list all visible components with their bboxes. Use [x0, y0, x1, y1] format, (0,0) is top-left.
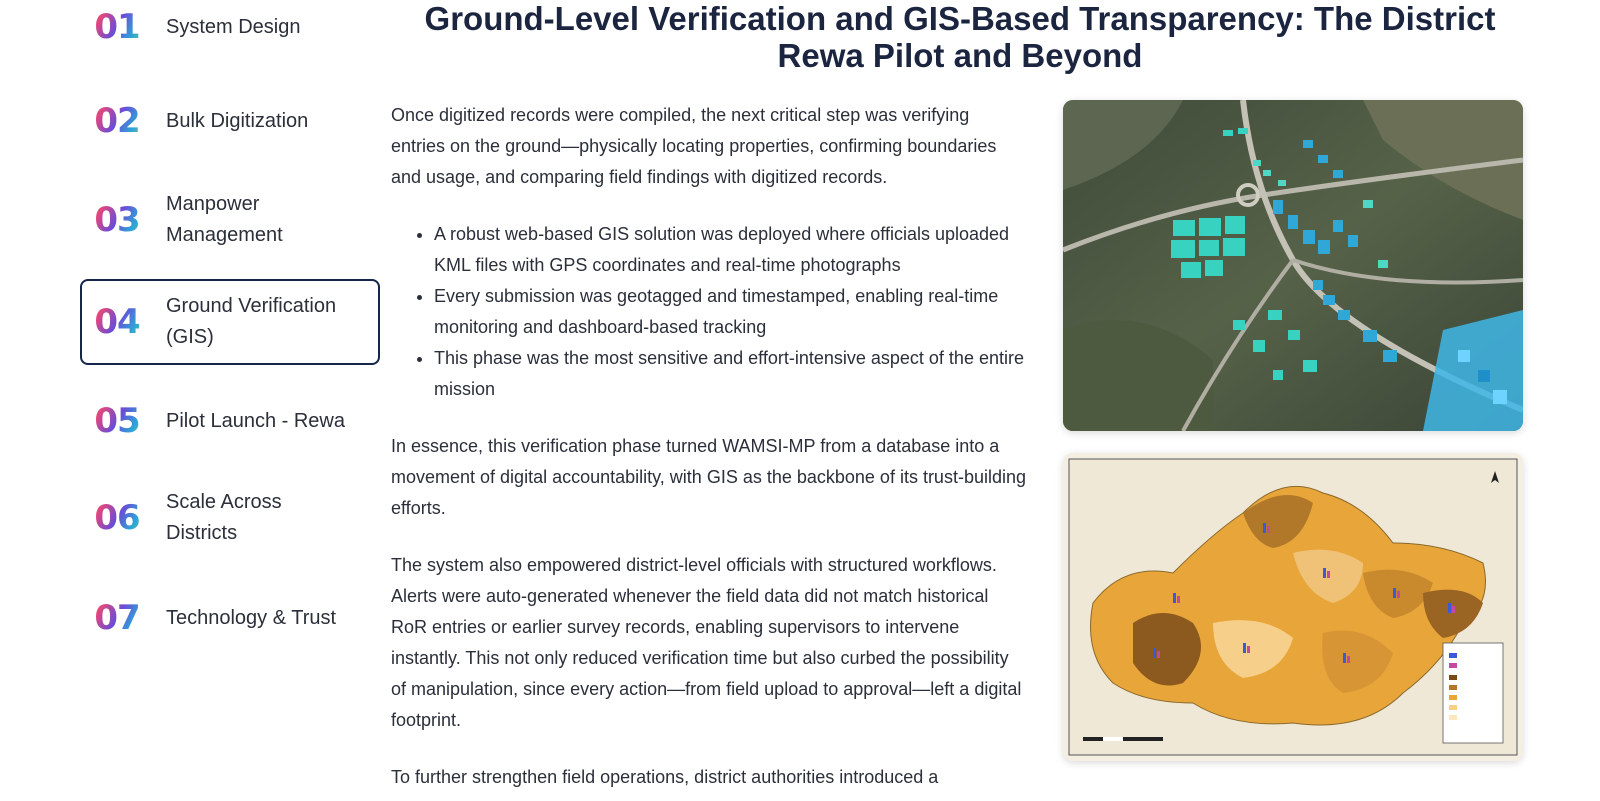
- sidebar-step-01[interactable]: [80, 4, 380, 50]
- bullet-item: • Every submission was geotagged and timestamped, enabling real-time monitoring and dashboard-based tracking: [434, 281, 1027, 343]
- step-label: Scale Across Districts: [166, 491, 282, 544]
- aerial-photo-graphic: [1063, 100, 1523, 431]
- step-number: 03: [82, 200, 152, 240]
- district-map-image: [1063, 453, 1523, 761]
- sidebar-step-07[interactable]: [80, 593, 380, 643]
- intro-paragraph: Once digitized records were compiled, the next critical step was verifying entries on the ground—physically locating properties, confirming boundaries and usage, and comparing field findings with digitized records.: [391, 105, 997, 187]
- sidebar-step-02[interactable]: [80, 96, 380, 146]
- step-number: 06: [82, 498, 152, 538]
- article-body: [391, 100, 1027, 801]
- field-operations-paragraph: To further strengthen field operations, district authorities introduced a: [391, 767, 939, 787]
- page-title: Ground-Level Verification and GIS-Based Transparency: The District Rewa Pilot and Beyond: [424, 0, 1496, 74]
- step-number: 04: [82, 302, 152, 342]
- step-label: Manpower Management: [166, 193, 283, 246]
- step-number: 01: [82, 7, 152, 47]
- bullet-item: • This phase was the most sensitive and effort-intensive aspect of the entire mission: [434, 343, 1027, 405]
- sidebar-step-05[interactable]: [80, 396, 380, 446]
- step-label: Pilot Launch - Rewa: [166, 409, 345, 432]
- district-map-graphic: [1063, 453, 1523, 761]
- essence-paragraph: In essence, this verification phase turned WAMSI-MP from a database into a movement of digital accountability, with GIS as the backbone of its trust-building efforts.: [391, 436, 1026, 518]
- sidebar-step-04-active[interactable]: [80, 279, 380, 365]
- step-number: 07: [82, 598, 152, 638]
- aerial-gis-image: [1063, 100, 1523, 431]
- workflow-paragraph: The system also empowered district-level officials with structured workflows. Alerts were auto-generated whenever the field data did not match historical RoR entries or earlier survey records, enabling supervisors to intervene instantly. This not only reduced verification time but also curbed the possibility of manipulation, since every action—from field upload to approval—left a digital footprint.: [391, 555, 1022, 730]
- step-label: Technology & Trust: [166, 606, 337, 629]
- step-number: 05: [82, 401, 152, 441]
- step-label: Ground Verification (GIS): [166, 295, 337, 348]
- step-label: Bulk Digitization: [166, 109, 309, 132]
- bullet-list: [391, 219, 1027, 405]
- sidebar-step-03[interactable]: [80, 180, 380, 260]
- bullet-item: • A robust web-based GIS solution was deployed where officials uploaded KML files with GPS coordinates and real-time photographs: [434, 219, 1027, 281]
- step-number: 02: [82, 101, 152, 141]
- step-label: System Design: [166, 15, 301, 38]
- sidebar-step-06[interactable]: [80, 478, 380, 558]
